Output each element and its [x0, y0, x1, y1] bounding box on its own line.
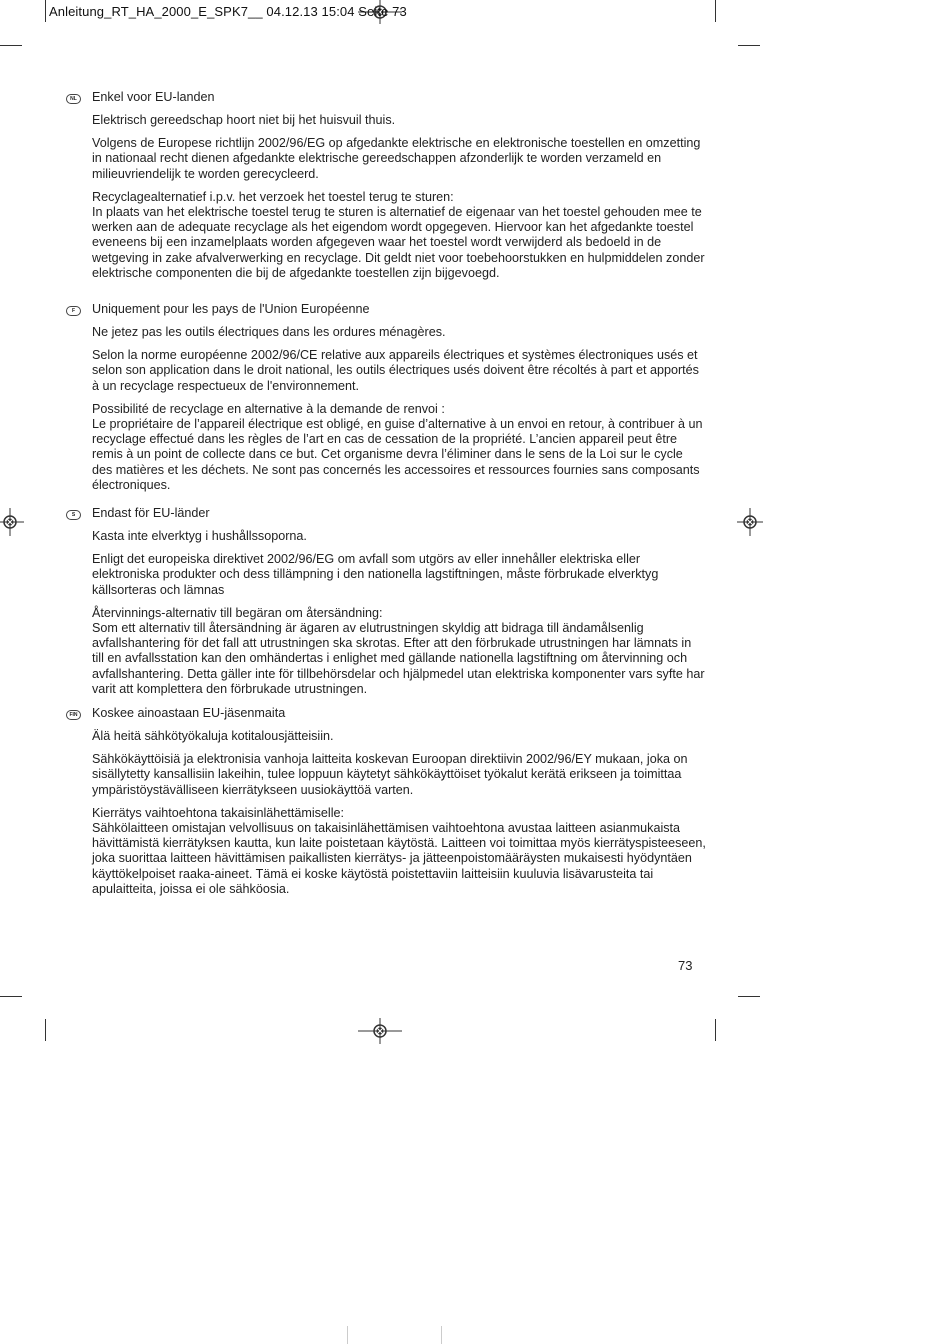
- section-nl: [66, 90, 706, 281]
- paragraph: Volgens de Europese richtlijn 2002/96/EG op afgedankte elektrische en elektronische toestellen en omzetting in nationaal recht dienen afgedankte elektrische gereedschappen afzonderlijk te worden verzameld en milieuvriendelijk te worden gerecycleerd.: [92, 136, 701, 181]
- registration-mark-icon: [358, 1018, 402, 1044]
- language-badge: FIN: [66, 710, 81, 720]
- section-heading: Uniquement pour les pays de l'Union Européenne: [92, 302, 370, 316]
- section-heading: Koskee ainoastaan EU-jäsenmaita: [92, 706, 286, 720]
- paragraph: Recyclagealternatief i.p.v. het verzoek het toestel terug te sturen: In plaats van het elektrische toestel terug te sturen is alternatief de eigenaar van het toestel gehouden mee te werken aan de adequate recyclage als het eigendom wordt opgegeven. Hiervoor kan het afgedankte toestel eveneens bij een inzamelplaats worden afgegeven waar het toestel wordt verwijderd als bedoeld in de wetgeving in zake afvalverwerking en recyclage. Dit geldt niet voor toebehoorstukken en hulpmiddelen zonder elektrische componenten die bij de afgedankte toestellen zijn bijgevoegd.: [92, 189, 705, 280]
- language-badge: S: [66, 510, 81, 520]
- page-number: 73: [678, 958, 693, 973]
- crop-mark: [715, 0, 716, 22]
- section-heading: Enkel voor EU-landen: [92, 90, 215, 104]
- crop-mark: [0, 996, 22, 997]
- section-fin: [66, 706, 706, 897]
- paragraph: Possibilité de recyclage en alternative à la demande de renvoi : Le propriétaire de l’appareil électrique est obligé, en guise d’alternative à un envoi en retour, à contribuer à un recyclage effectué dans les règles de l’art en cas de cessation de la propriété. L’ancien appareil peut être remis à un point de collecte dans ce but. Cet organisme devra l’éliminer dans le sens de la Loi sur le cycle des matières et les déchets. Ne sont pas concernés les accessoires et ressources fournies sans composants électroniques.: [92, 401, 703, 492]
- paragraph: Elektrisch gereedschap hoort niet bij het huisvuil thuis.: [92, 113, 396, 127]
- crop-mark: [0, 45, 22, 46]
- section-f: [66, 302, 706, 493]
- registration-mark-icon: [737, 508, 763, 536]
- paragraph: Älä heitä sähkötyökaluja kotitalousjätteisiin.: [92, 729, 334, 743]
- registration-mark-icon: [0, 508, 24, 536]
- paragraph: Ne jetez pas les outils électriques dans les ordures ménagères.: [92, 325, 446, 339]
- crop-mark: [45, 1019, 46, 1041]
- language-badge: NL: [66, 94, 81, 104]
- crop-mark: [738, 996, 760, 997]
- crop-mark: [738, 45, 760, 46]
- crop-mark: [715, 1019, 716, 1041]
- paragraph: Kierrätys vaihtoehtona takaisinlähettämiselle: Sähkölaitteen omistajan velvollisuus on takaisinlähettämisen vaihtoehtona avustaa laitteen asianmukaista hävittämistä kierrätyksen kautta, kun laite poistetaan käytöstä. Laitteen voi toimittaa myös kierrätyspisteeseen, joka suorittaa laitteen hävittämisen paikallisten kierrätys- ja jätteenpoistomääräysten mukaisesti hyödyntäen käyttökelpoiset raaka-aineet. Tämä ei koske käytöstä poistettaviin laitteisiin kuuluvia lisävarusteita tai apulaitteita, joissa ei ole sähköosia.: [92, 805, 706, 896]
- paragraph: Selon la norme européenne 2002/96/CE relative aux appareils électriques et systèmes électroniques usés et selon son application dans le droit national, les outils électriques usés doivent être récoltés à part et apportés à un recyclage respectueux de l'environnement.: [92, 348, 699, 393]
- bleed-mark: [441, 1326, 442, 1344]
- paragraph: Kasta inte elverktyg i hushållssoporna.: [92, 529, 307, 543]
- crop-mark: [45, 0, 46, 22]
- paragraph: Sähkökäyttöisiä ja elektronisia vanhoja laitteita koskevan Euroopan direktiivin 2002/96/EY mukaan, joka on sisällytetty kansallisiin lakeihin, tulee loppuun käytetyt sähkökäyttöiset työkalut kerätä erikseen ja toimittaa ympäristöystävälliseen kierrätykseen uusiokäyttöä varten.: [92, 752, 688, 797]
- paragraph: Återvinnings-alternativ till begäran om återsändning: Som ett alternativ till återsändning är ägaren av elutrustningen skyldig att bidraga till ändamålsenlig avfallshantering för det fall att utrustningen ska skrotas. Efter att den förbrukade utrustningen har lämnats in till en avfallsstation kan den omhändertas i enlighet med gällande nationella lagstiftning om återvinning och avfallshantering. Detta gäller inte för tillbehörsdelar och hjälpmedel utan elektriska komponenter vars syfte har varit att komplettera den förbrukade utrustningen.: [92, 605, 705, 696]
- language-badge: F: [66, 306, 81, 316]
- slug-line: Anleitung_RT_HA_2000_E_SPK7__ 04.12.13 15:04 Seite 73: [49, 4, 407, 19]
- section-heading: Endast för EU-länder: [92, 506, 210, 520]
- bleed-mark: [347, 1326, 348, 1344]
- paragraph: Enligt det europeiska direktivet 2002/96/EG om avfall som utgörs av eller innehåller elektriska eller elektroniska produkter och dess tillämpning i den nationella lagstiftningen, måste förbrukade elverktyg källsorteras och lämnas: [92, 552, 659, 597]
- section-s: [66, 506, 706, 697]
